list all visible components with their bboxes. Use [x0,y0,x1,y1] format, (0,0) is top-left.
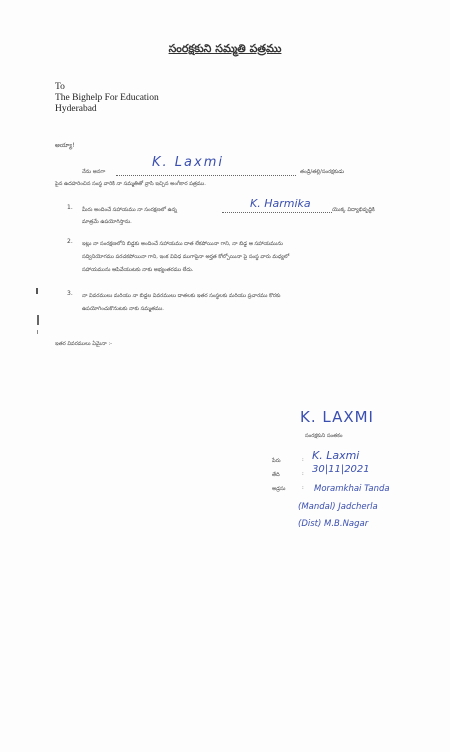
detail-value-address-3: (Dist) M.B.Nagar [298,519,369,529]
intro-line2: పైన ఉదహరించిన సంస్థ వారికి నా సమ్మతితో వ్రాసి ఇచ్చిన అంగీకార పత్రము. [55,181,206,187]
detail-label-date: తేది [272,472,280,478]
detail-colon: : [302,471,304,477]
salutation: అయ్యా! [55,142,75,149]
item-3-line1: నా వివరములు మరియు నా బిడ్డల వివరములు దాతలకు ఇతర సంస్థలకు మరియు ప్రచారము కొరకు [82,293,281,299]
detail-colon: : [302,485,304,491]
address-city: Hyderabad [55,104,97,114]
intro-suffix: తండ్రి/తల్లి/సంరక్షకుడు [300,169,345,175]
item-3-number: 3. [67,290,73,297]
address-org: The Bighelp For Education [55,93,159,103]
document-title: సంరక్షకుని సమ్మతి పత్రము [168,42,282,55]
item-2-line2: సద్వినియోగము పరచకపోయినా గాని, ఇంక వివిధ ముగాపైనా అర్హత కోల్పోయినా పై సంస్థ వారు మధ్యలో [82,254,290,260]
item-1-number: 1. [67,204,73,211]
detail-colon: : [302,457,304,463]
signature-label: సంరక్షకుని సంతకం [305,433,343,439]
ward-name-handwritten: K. Harmika [250,197,311,210]
item-1-name-dots [222,212,332,213]
item-3-line2: ఉపయోగించుకొనుటకు నాకు సమ్మతము. [82,306,164,312]
detail-value-address-1: Moramkhai Tanda [314,484,390,494]
item-2-line1: ఇట్లు నా సంరక్షణలోని బిడ్డకు అందించే సహాయము దాత లేకపోయినా గాని, నా బిడ్డ ఆ సహాయమును [82,241,283,247]
address-to: To [55,82,65,92]
margin-mark [37,315,39,325]
intro-name-dots [116,175,296,176]
item-2-number: 2. [67,238,73,245]
guardian-name-handwritten: K. Laxmi [152,155,224,170]
item-1-line2: మాత్రమే ఉపయోగిస్తాను. [82,219,132,225]
detail-value-date: 30|11|2021 [312,464,370,475]
margin-mark [37,330,38,334]
other-details-label: ఇతర వివరములు ఏమైనా :- [55,341,113,347]
item-1-prefix: మీరు అందించే సహాయము నా సంరక్షణలో ఉన్న [82,207,177,213]
detail-value-name: K. Laxmi [312,449,360,462]
recipient-address [55,82,159,115]
item-1-suffix: యొక్క విద్యాభివృద్ధికి [332,207,375,213]
intro-prefix: నేను అనగా [82,169,106,175]
detail-value-address-2: (Mandal) Jadcherla [298,502,378,512]
item-2-line3: సహాయమును ఆపివేయుటకు నాకు అభ్యంతరము లేదు. [82,267,194,273]
margin-mark [36,288,38,294]
detail-label-address: అడ్రసు [272,486,286,492]
guardian-signature: K. LAXMI [300,408,374,426]
detail-label-name: పేరు [272,458,281,464]
